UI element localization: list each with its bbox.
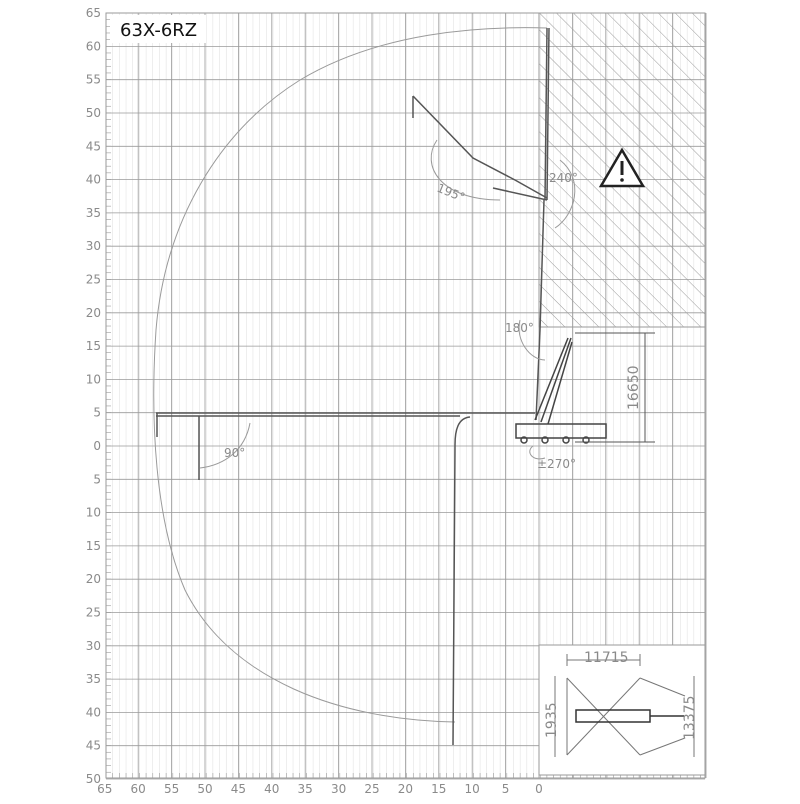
dimension-13375: 13375 (682, 695, 698, 740)
y-tick-label: 25 (85, 272, 101, 287)
y-tick-label: 40 (85, 172, 101, 187)
y-tick-label: 10 (85, 505, 101, 520)
angle-label-240: 240° (549, 171, 578, 185)
y-tick-label: 35 (85, 205, 101, 220)
y-tick-label: 5 (93, 472, 101, 487)
x-tick-label: 0 (535, 782, 543, 796)
y-tick-label: 45 (85, 738, 101, 753)
diagram-title: 63X-6RZ (120, 20, 198, 41)
x-axis-labels (97, 782, 543, 796)
y-tick-label: 30 (85, 638, 101, 653)
x-tick-label: 25 (364, 782, 380, 796)
angle-label-180: 180° (505, 321, 534, 335)
y-tick-label: 0 (93, 439, 101, 453)
y-tick-label: 50 (85, 772, 101, 786)
x-tick-label: 45 (230, 782, 247, 796)
y-axis-up-labels (86, 6, 101, 453)
x-tick-label: 15 (431, 782, 447, 796)
y-tick-label: 5 (93, 405, 101, 420)
y-tick-label: 25 (85, 605, 101, 620)
y-tick-label: 20 (85, 572, 101, 587)
y-tick-label: 45 (85, 139, 101, 154)
y-tick-label: 65 (85, 6, 101, 21)
y-tick-label: 10 (85, 372, 101, 387)
x-tick-label: 55 (163, 782, 180, 796)
x-tick-label: 5 (501, 782, 510, 796)
y-tick-label: 35 (85, 672, 101, 687)
dimension-11715: 11715 (584, 650, 629, 666)
x-tick-label: 65 (97, 782, 113, 796)
x-tick-label: 30 (330, 782, 347, 796)
angle-label-90: 90° (224, 446, 246, 460)
x-tick-label: 40 (264, 782, 280, 796)
boom-hanging (453, 417, 470, 745)
dimension-1935: 1935 (544, 702, 560, 738)
x-tick-label: 50 (197, 782, 213, 796)
y-tick-label: 55 (85, 72, 101, 87)
x-tick-label: 10 (464, 782, 480, 796)
x-tick-label: 20 (397, 782, 414, 796)
y-tick-label: 40 (85, 705, 101, 720)
angle-label-270: ±270° (537, 457, 576, 471)
y-tick-label: 15 (85, 538, 101, 553)
y-tick-label: 60 (85, 39, 101, 54)
y-tick-label: 30 (85, 239, 101, 254)
x-tick-label: 60 (130, 782, 146, 796)
dimension-16650: 16650 (626, 365, 642, 410)
y-axis-down-labels (86, 472, 101, 786)
x-tick-label: 35 (297, 782, 313, 796)
angle-label-195: 195° (434, 180, 467, 205)
y-tick-label: 20 (85, 305, 101, 320)
angle-arcs (200, 140, 575, 468)
y-tick-label: 15 (85, 339, 101, 354)
y-tick-label: 50 (85, 106, 101, 120)
